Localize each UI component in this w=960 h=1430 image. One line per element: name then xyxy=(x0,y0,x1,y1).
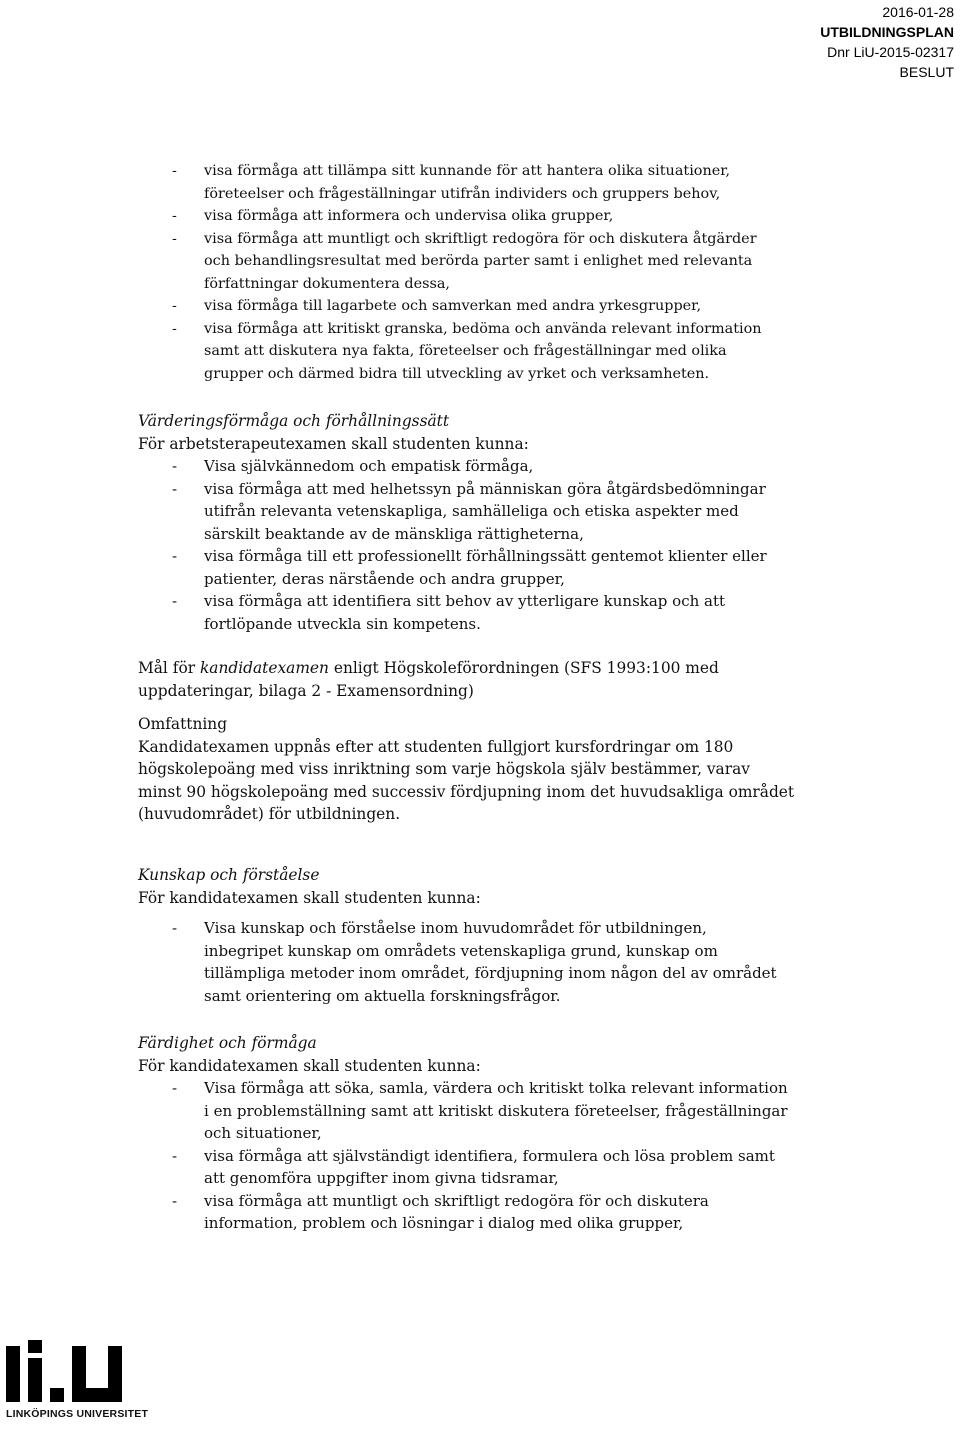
scope-section xyxy=(138,713,928,826)
goal-line2: uppdateringar, bilaga 2 - Examensordning) xyxy=(138,681,474,700)
values-intro: För arbetsterapeutexamen skall studenten kunna: xyxy=(138,434,529,453)
list-item-text: inbegripet kunskap om områdets vetenskapliga grund, kunskap om xyxy=(204,941,718,960)
scope-line: högskolepoäng med viss inriktning som varje högskola själv bestämmer, varav xyxy=(138,760,750,778)
list-item-text: utifrån relevanta vetenskapliga, samhälleliga och etiska aspekter med xyxy=(204,502,739,520)
document-header xyxy=(820,2,954,82)
skills-heading: Färdighet och förmåga xyxy=(138,1034,317,1052)
list-item-text: att genomföra uppgifter inom givna tidsramar, xyxy=(204,1169,559,1187)
goal-prefix: Mål för xyxy=(138,659,200,677)
scope-line: minst 90 högskolepoäng med successiv fördjupning inom det huvudsakliga området xyxy=(138,782,795,801)
list-item-text: tillämpliga metoder inom området, fördjupning inom någon del av området xyxy=(204,964,777,982)
goal-suffix: enligt Högskoleförordningen (SFS 1993:100 med xyxy=(328,659,719,677)
list-item xyxy=(138,1145,928,1190)
university-logo xyxy=(6,1340,149,1420)
skills-list xyxy=(138,1077,928,1235)
header-date: 2016-01-28 xyxy=(882,4,954,20)
list-item-text: - Visa förmåga att söka, samla, värdera och kritiskt tolka relevant information xyxy=(204,1079,788,1097)
list-item-text: information, problem och lösningar i dialog med olika grupper, xyxy=(204,1214,684,1232)
liu-logo-icon xyxy=(6,1340,122,1402)
list-item-text: företeelser och frågeställningar utifrån individers och gruppers behov, xyxy=(204,185,721,202)
logo-text: LINKÖPINGS UNIVERSITET xyxy=(6,1408,149,1420)
header-title: UTBILDNINGSPLAN xyxy=(820,24,954,40)
list-item xyxy=(138,1190,928,1235)
list-item-text: patienter, deras närstående och andra grupper, xyxy=(204,569,565,588)
knowledge-list xyxy=(138,917,928,1007)
list-item xyxy=(138,228,928,296)
list-item-text: fortlöpande utveckla sin kompetens. xyxy=(204,614,481,633)
knowledge-section xyxy=(138,864,928,1007)
list-item-text: - visa förmåga att kritiskt granska, bedöma och använda relevant information xyxy=(204,320,762,337)
list-item-text: grupper och därmed bidra till utveckling av yrket och verksamheten. xyxy=(204,365,710,382)
list-item-text: - visa förmåga att tillämpa sitt kunnande för att hantera olika situationer, xyxy=(204,163,731,179)
header-dnr: Dnr LiU-2015-02317 xyxy=(827,44,954,60)
list-item xyxy=(138,917,928,1007)
values-list xyxy=(138,455,928,635)
skills-list-continued xyxy=(138,160,928,385)
skills-intro: För kandidatexamen skall studenten kunna: xyxy=(138,1056,481,1075)
knowledge-heading: Kunskap och förståelse xyxy=(138,866,320,884)
values-section xyxy=(138,410,928,635)
list-item-text: - visa förmåga att informera och undervisa olika grupper, xyxy=(204,208,614,224)
goal-degree: kandidatexamen xyxy=(199,659,329,677)
scope-heading: Omfattning xyxy=(138,715,228,733)
list-item-text: författningar dokumentera dessa, xyxy=(204,275,451,292)
list-item-text: - visa förmåga till lagarbete och samverkan med andra yrkesgrupper, xyxy=(204,298,702,314)
list-item-text: - visa förmåga att identifiera sitt behov av ytterligare kunskap och att xyxy=(204,592,726,610)
scope-line: (huvudområdet) för utbildningen. xyxy=(138,805,401,823)
list-item-text: samt att diskutera nya fakta, företeelser och frågeställningar med olika xyxy=(204,343,727,359)
list-item-text: - visa förmåga att självständigt identifiera, formulera och lösa problem samt xyxy=(204,1146,775,1165)
goal-heading xyxy=(138,657,928,702)
list-item xyxy=(138,205,928,228)
list-item xyxy=(138,545,928,590)
list-item xyxy=(138,590,928,635)
list-item-text: samt orientering om aktuella forskningsfrågor. xyxy=(204,986,561,1005)
list-item-text: och behandlingsresultat med berörda parter samt i enlighet med relevanta xyxy=(204,253,753,269)
list-item xyxy=(138,160,928,205)
list-item xyxy=(138,295,928,318)
list-item-text: och situationer, xyxy=(204,1124,322,1142)
list-item xyxy=(138,455,928,478)
list-item-text: - visa förmåga till ett professionellt förhållningssätt gentemot klienter eller xyxy=(204,547,767,565)
scope-line: Kandidatexamen uppnås efter att studenten fullgjort kursfordringar om 180 xyxy=(138,737,734,756)
list-item-text: särskilt beaktande av de mänskliga rättigheterna, xyxy=(204,524,584,543)
list-item-text: - visa förmåga att muntligt och skriftligt redogöra för och diskutera xyxy=(204,1191,709,1210)
list-item xyxy=(138,1077,928,1145)
list-item-text: - Visa självkännedom och empatisk förmåga, xyxy=(204,457,534,475)
list-item-text: - visa förmåga att muntligt och skriftligt redogöra för och diskutera åtgärder xyxy=(204,230,757,247)
values-heading: Värderingsförmåga och förhållningssätt xyxy=(138,412,450,430)
skills-section xyxy=(138,1032,928,1235)
knowledge-intro: För kandidatexamen skall studenten kunna: xyxy=(138,888,481,907)
list-item xyxy=(138,318,928,386)
list-item-text: - visa förmåga att med helhetssyn på människan göra åtgärdsbedömningar xyxy=(204,479,766,498)
list-item-text: - Visa kunskap och förståelse inom huvudområdet för utbildningen, xyxy=(204,919,707,937)
list-item-text: i en problemställning samt att kritiskt diskutera företeelser, frågeställningar xyxy=(204,1101,788,1120)
list-item xyxy=(138,478,928,546)
header-status: BESLUT xyxy=(899,64,954,80)
